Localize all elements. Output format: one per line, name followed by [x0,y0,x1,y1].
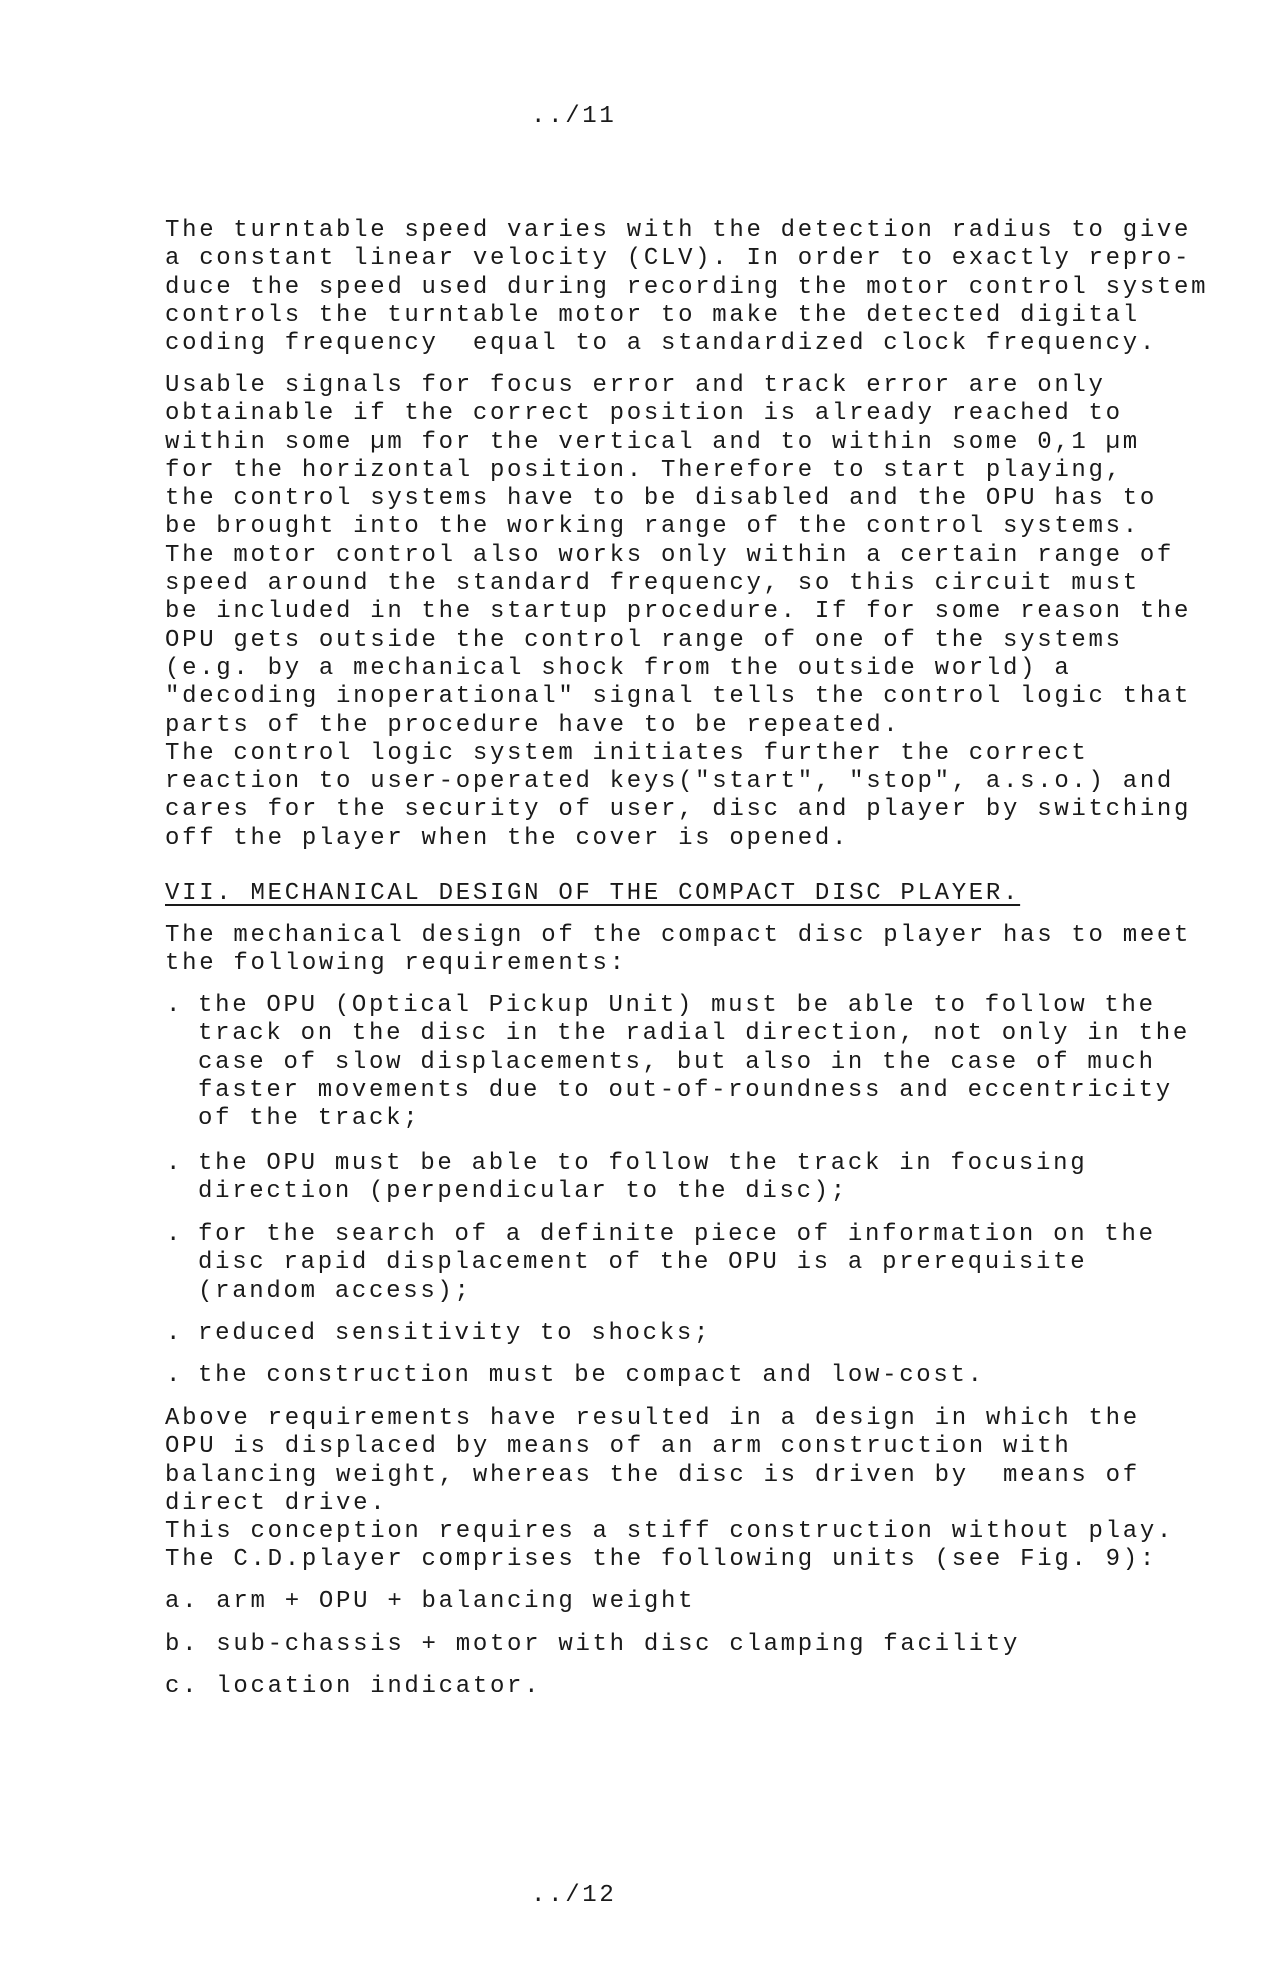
text-line: reaction to user-operated keys("start", "stop", a.s.o.) and [165,768,1175,796]
text-line: be included in the startup procedure. If for some reason the [165,598,1192,626]
text-line: direction (perpendicular to the disc); [198,1178,848,1206]
text-line: The C.D.player comprises the following units (see Fig. 9): [165,1546,1157,1574]
bullet-text [198,992,1190,1133]
text-line: "decoding inoperational" signal tells the control logic that [165,683,1192,711]
text-line: of the track; [198,1105,421,1133]
unit-item-c: c. location indicator. [165,1673,542,1700]
page-number-footer: ../12 [531,1882,617,1909]
text-line: balancing weight, whereas the disc is driven by means of [165,1461,1140,1489]
bullet-text [198,1221,1156,1306]
text-line: duce the speed used during recording the motor control system [165,273,1209,301]
text-line: This conception requires a stiff construction without play. [165,1518,1175,1546]
text-line: Usable signals for focus error and track error are only [165,372,1106,399]
text-line: the following requirements: [165,950,627,978]
section-heading: VII. MECHANICAL DESIGN OF THE COMPACT DISC PLAYER. [165,880,1021,907]
text-line: direct drive. [165,1489,388,1517]
text-line: case of slow displacements, but also in the case of much [198,1048,1156,1076]
text-line: within some µm for the vertical and to within some 0,1 µm [165,428,1140,456]
text-line: for the search of a definite piece of information on the [198,1221,1156,1248]
bullet-marker: . [166,992,184,1019]
text-line: obtainable if the correct position is already reached to [165,400,1123,428]
text-line: (random access); [198,1277,472,1305]
text-line: be brought into the working range of the control systems. [165,513,1140,541]
text-line: faster movements due to out-of-roundness and eccentricity [198,1076,1173,1104]
bullet-marker: . [166,1221,184,1248]
text-line: the control systems have to be disabled and the OPU has to [165,485,1157,513]
text-line: cares for the security of user, disc and player by switching [165,796,1192,824]
text-line: Above requirements have resulted in a design in which the [165,1405,1140,1432]
text-line: The turntable speed varies with the detection radius to give [165,217,1192,244]
unit-item-b: b. sub-chassis + motor with disc clamping facility [165,1631,1021,1658]
paragraph-1 [165,217,1208,358]
text-line: off the player when the cover is opened. [165,824,850,852]
paragraph-2 [165,372,1191,853]
paragraph-4 [165,1405,1174,1575]
text-line: reduced sensitivity to shocks; [198,1320,712,1347]
text-line: the OPU must be able to follow the track in focusing [198,1150,1088,1177]
text-line: the construction must be compact and low-cost. [198,1362,985,1389]
unit-item-a: a. arm + OPU + balancing weight [165,1588,696,1615]
page-number-header: ../11 [531,103,617,130]
text-line: The control logic system initiates further the correct [165,739,1089,767]
text-line: controls the turntable motor to make the detected digital [165,301,1140,329]
text-line: disc rapid displacement of the OPU is a prerequisite [198,1249,1088,1277]
text-line: track on the disc in the radial direction, not only in the [198,1020,1190,1048]
text-line: for the horizontal position. Therefore to start playing, [165,456,1123,484]
paragraph-3 [165,922,1191,979]
bullet-text [198,1320,711,1348]
text-line: coding frequency equal to a standardized clock frequency. [165,330,1157,358]
bullet-marker: . [166,1320,184,1347]
text-line: The motor control also works only within a certain range of [165,541,1175,569]
text-line: (e.g. by a mechanical shock from the outside world) a [165,654,1072,682]
text-line: OPU gets outside the control range of one of the systems [165,626,1123,654]
text-line: OPU is displaced by means of an arm construction with [165,1433,1072,1461]
text-line: a constant linear velocity (CLV). In order to exactly repro- [165,245,1192,273]
text-line: the OPU (Optical Pickup Unit) must be able to follow the [198,992,1156,1019]
text-line: The mechanical design of the compact disc player has to meet [165,922,1192,949]
bullet-marker: . [166,1150,184,1177]
bullet-text [198,1150,1087,1207]
bullet-text [198,1362,985,1390]
text-line: speed around the standard frequency, so this circuit must [165,570,1140,598]
bullet-marker: . [166,1362,184,1389]
text-line: parts of the procedure have to be repeated. [165,711,901,739]
